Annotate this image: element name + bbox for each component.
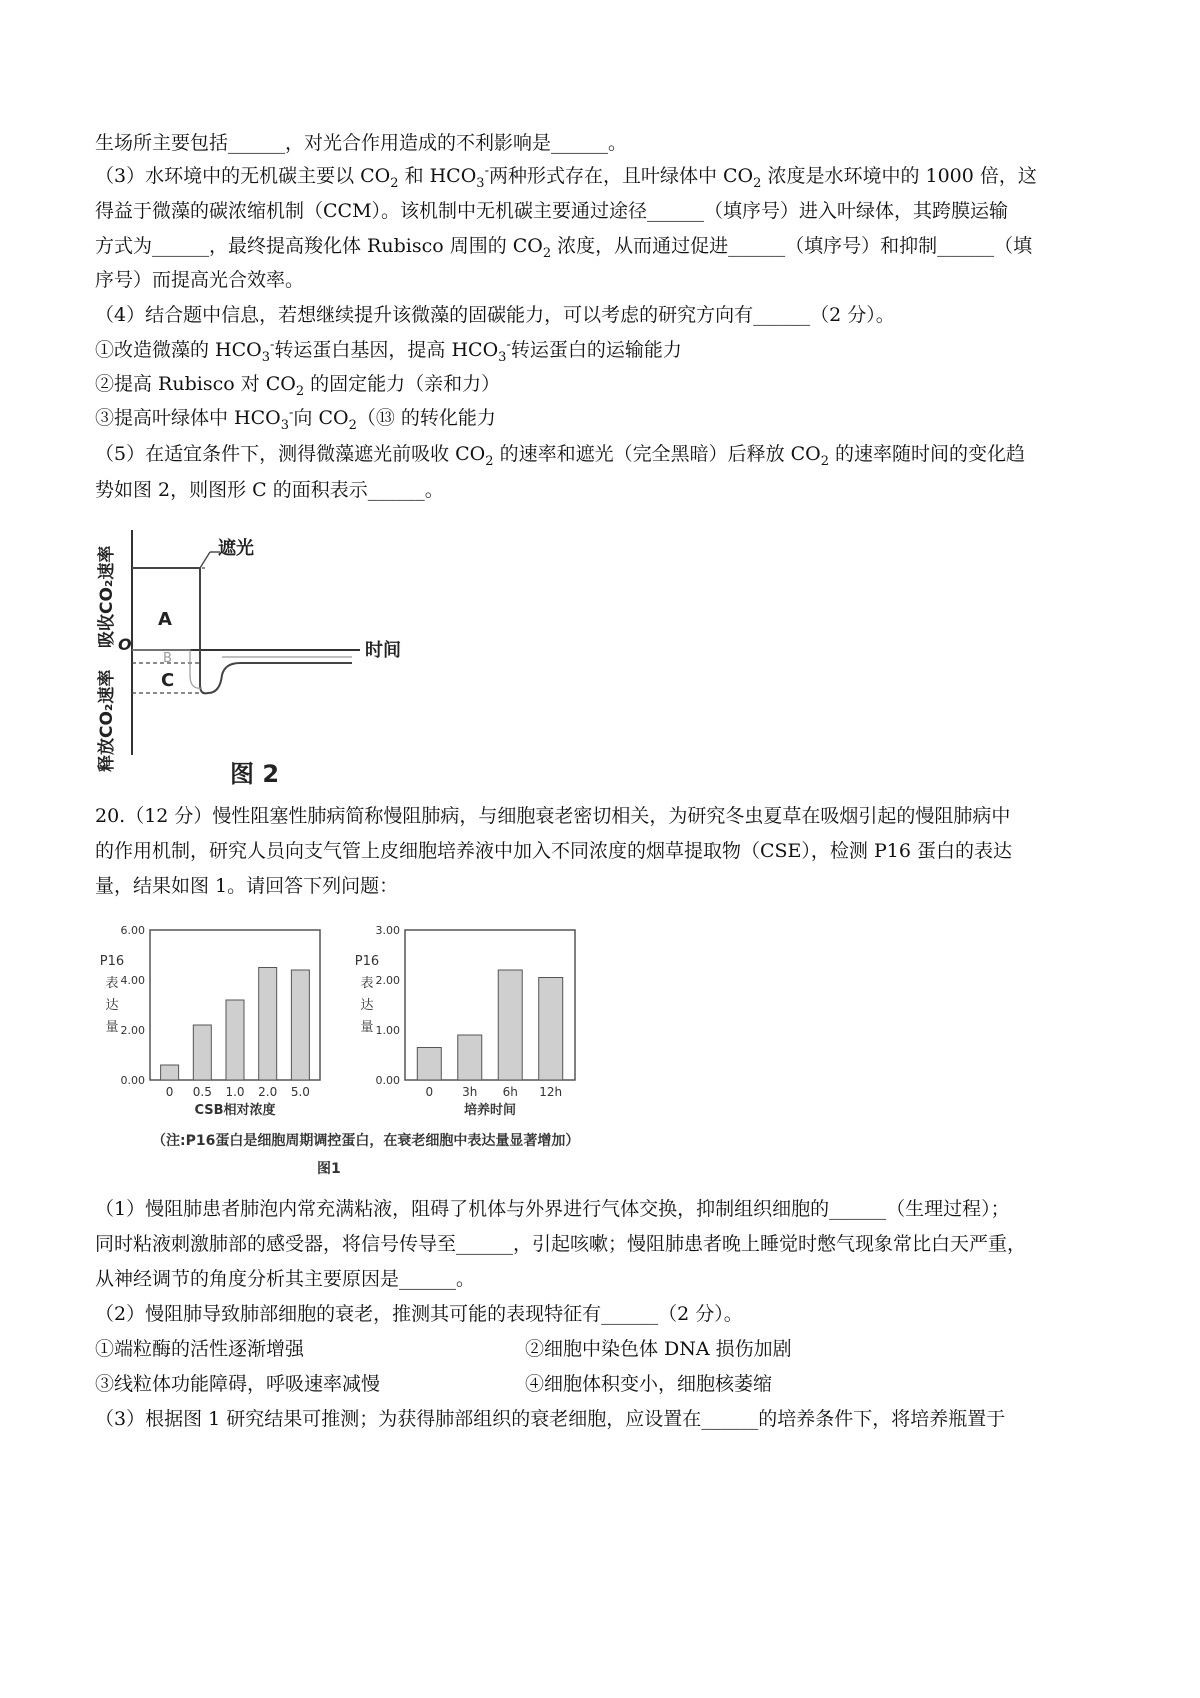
q19-p3-line2: 得益于微藻的碳浓缩机制（CCM）。该机制中无机碳主要通过途径______（填序号）进入叶绿体，其跨膜运输 — [95, 200, 1009, 222]
chart2-bar — [417, 1048, 441, 1081]
chart1-ytick: 6.00 — [120, 924, 145, 937]
fig2-y-label-top: 吸收CO₂速率 — [97, 545, 117, 648]
chart1-bar — [291, 970, 309, 1080]
chart1-xtick: 2.0 — [258, 1085, 278, 1099]
fig1-caption: 图1 — [317, 1161, 341, 1177]
chart2-bar — [539, 978, 563, 1081]
chart1-xtick: 1.0 — [225, 1085, 245, 1099]
figure-2 — [90, 510, 420, 800]
q19-p3-line4: 序号）而提高光合效率。 — [95, 269, 305, 291]
chart2-ytick: 1.00 — [375, 1024, 400, 1037]
fig2-x-label: 时间 — [365, 640, 401, 661]
chart2-xtick: 12h — [539, 1085, 563, 1099]
q19-p4-option2: ②提高 Rubisco 对 $CO_2$ 的固定能力（亲和力） — [95, 373, 501, 399]
q19-p5-line2: 势如图 2，则图形 C 的面积表示______。 — [95, 479, 444, 501]
q20-p2-option4: ④细胞体积变小，细胞核萎缩 — [525, 1373, 773, 1395]
q20-p2-option1: ①端粒酶的活性逐渐增强 — [95, 1338, 305, 1360]
chart2-xtick: 3h — [462, 1085, 478, 1099]
fig2-origin-label: O — [118, 635, 132, 654]
fig2-y-label-bottom: 释放CO₂速率 — [97, 669, 117, 772]
chart2-ylabel: 量 — [360, 1020, 374, 1035]
chart2-ytick: 0.00 — [375, 1074, 400, 1087]
q20-line2: 的作用机制，研究人员向支气管上皮细胞培养液中加入不同浓度的烟草提取物（CSE），检测 P16 蛋白的表达 — [95, 840, 1012, 862]
chart2-bar — [498, 970, 522, 1080]
chart2-ytick: 2.00 — [375, 974, 400, 987]
chart2-ylabel: 表 — [360, 976, 374, 991]
q20-p1-line2: 同时粘液刺激肺部的感受器，将信号传导至______，引起咳嗽；慢阻肺患者晚上睡觉时憋气现象常比白天严重， — [95, 1233, 1027, 1255]
q19-p3-line3: 方式为______，最终提高羧化体 Rubisco 周围的 $CO_2$ 浓度，从而通过促进______（填序号）和抑制______（填 — [95, 235, 1033, 261]
q19-p4-option1: ①改造微藻的 $HCO_3^-$转运蛋白基因，提高 $HCO_3^-$转运蛋白的运输能力 — [95, 337, 682, 365]
fig2-label-c: C — [161, 670, 175, 691]
q19-p4-option3: ③提高叶绿体中 $HCO_3^-$向 $CO_2(⑬$ 的转化能力 — [95, 405, 496, 433]
chart2-xlabel: 培养时间 — [463, 1103, 517, 1118]
chart1-ylabel: P16 — [99, 954, 125, 969]
chart2-ylabel: P16 — [354, 954, 380, 969]
figure-1 — [95, 905, 655, 1185]
q20-p2-line1: （2）慢阻肺导致肺部细胞的衰老，推测其可能的表现特征有______（2 分）。 — [95, 1303, 743, 1325]
q20-line1: 20.（12 分）慢性阻塞性肺病简称慢阻肺病，与细胞衰老密切相关，为研究冬虫夏草在吸烟引起的慢阻肺病中 — [95, 805, 1011, 827]
chart2-xtick: 6h — [502, 1085, 518, 1099]
chart1-xlabel: CSB相对浓度 — [194, 1103, 276, 1118]
q20-p2-option3: ③线粒体功能障碍，呼吸速率减慢 — [95, 1373, 381, 1395]
q19-line-a: 生场所主要包括______，对光合作用造成的不利影响是______。 — [95, 132, 628, 154]
chart2-ylabel: 达 — [360, 998, 374, 1013]
q19-p4-line1: （4）结合题中信息，若想继续提升该微藻的固碳能力，可以考虑的研究方向有______（2 分）。 — [95, 304, 895, 326]
chart1-ylabel: 表 — [105, 976, 119, 991]
fig1-note: （注:P16蛋白是细胞周期调控蛋白，在衰老细胞中表达量显著增加） — [152, 1133, 580, 1149]
chart1-ytick: 4.00 — [120, 974, 145, 987]
chart2-xtick: 0 — [425, 1085, 434, 1099]
fig2-label-b: B — [163, 651, 172, 666]
chart1-ytick: 0.00 — [120, 1074, 145, 1087]
chart1-xtick: 0.5 — [192, 1085, 212, 1099]
chart1-bar — [193, 1025, 211, 1080]
q20-p2-option2: ②细胞中染色体 DNA 损伤加剧 — [525, 1338, 792, 1360]
chart2-ytick: 3.00 — [375, 924, 400, 937]
chart1-bar — [161, 1065, 179, 1080]
chart2-bar — [458, 1035, 482, 1080]
chart1-ytick: 2.00 — [120, 1024, 145, 1037]
q19-p5-line1: （5）在适宜条件下，测得微藻遮光前吸收 $CO_2$ 的速率和遮光（完全黑暗）后释放 $CO_2$ 的速率随时间的变化趋 — [95, 443, 1026, 469]
chart1-xtick: 0 — [165, 1085, 174, 1099]
chart1-bar — [226, 1000, 244, 1080]
q20-p1-line3: 从神经调节的角度分析其主要原因是______。 — [95, 1268, 476, 1290]
q20-p1-line1: （1）慢阻肺患者肺泡内常充满粘液，阻碍了机体与外界进行气体交换，抑制组织细胞的______（生理过程）； — [95, 1198, 1010, 1220]
chart1-ylabel: 达 — [105, 998, 119, 1013]
q20-p3-line1: （3）根据图 1 研究结果可推测；为获得肺部组织的衰老细胞，应设置在______的培养条件下，将培养瓶置于 — [95, 1408, 1006, 1430]
fig2-shade-label: 遮光 — [218, 538, 254, 559]
chart1-bar — [259, 968, 277, 1081]
chart1-ylabel: 量 — [105, 1020, 119, 1035]
fig2-caption: 图 2 — [230, 760, 280, 788]
q20-line3: 量，结果如图 1。请回答下列问题： — [95, 875, 399, 897]
chart1-xtick: 5.0 — [290, 1085, 310, 1099]
fig2-label-a: A — [158, 609, 172, 630]
q19-p3-line1: （3）水环境中的无机碳主要以 $CO_2$ 和 $HCO_3^-$两种形式存在，且叶绿体中 $CO_2$ 浓度是水环境中的 1000 倍，这 — [95, 163, 1037, 191]
